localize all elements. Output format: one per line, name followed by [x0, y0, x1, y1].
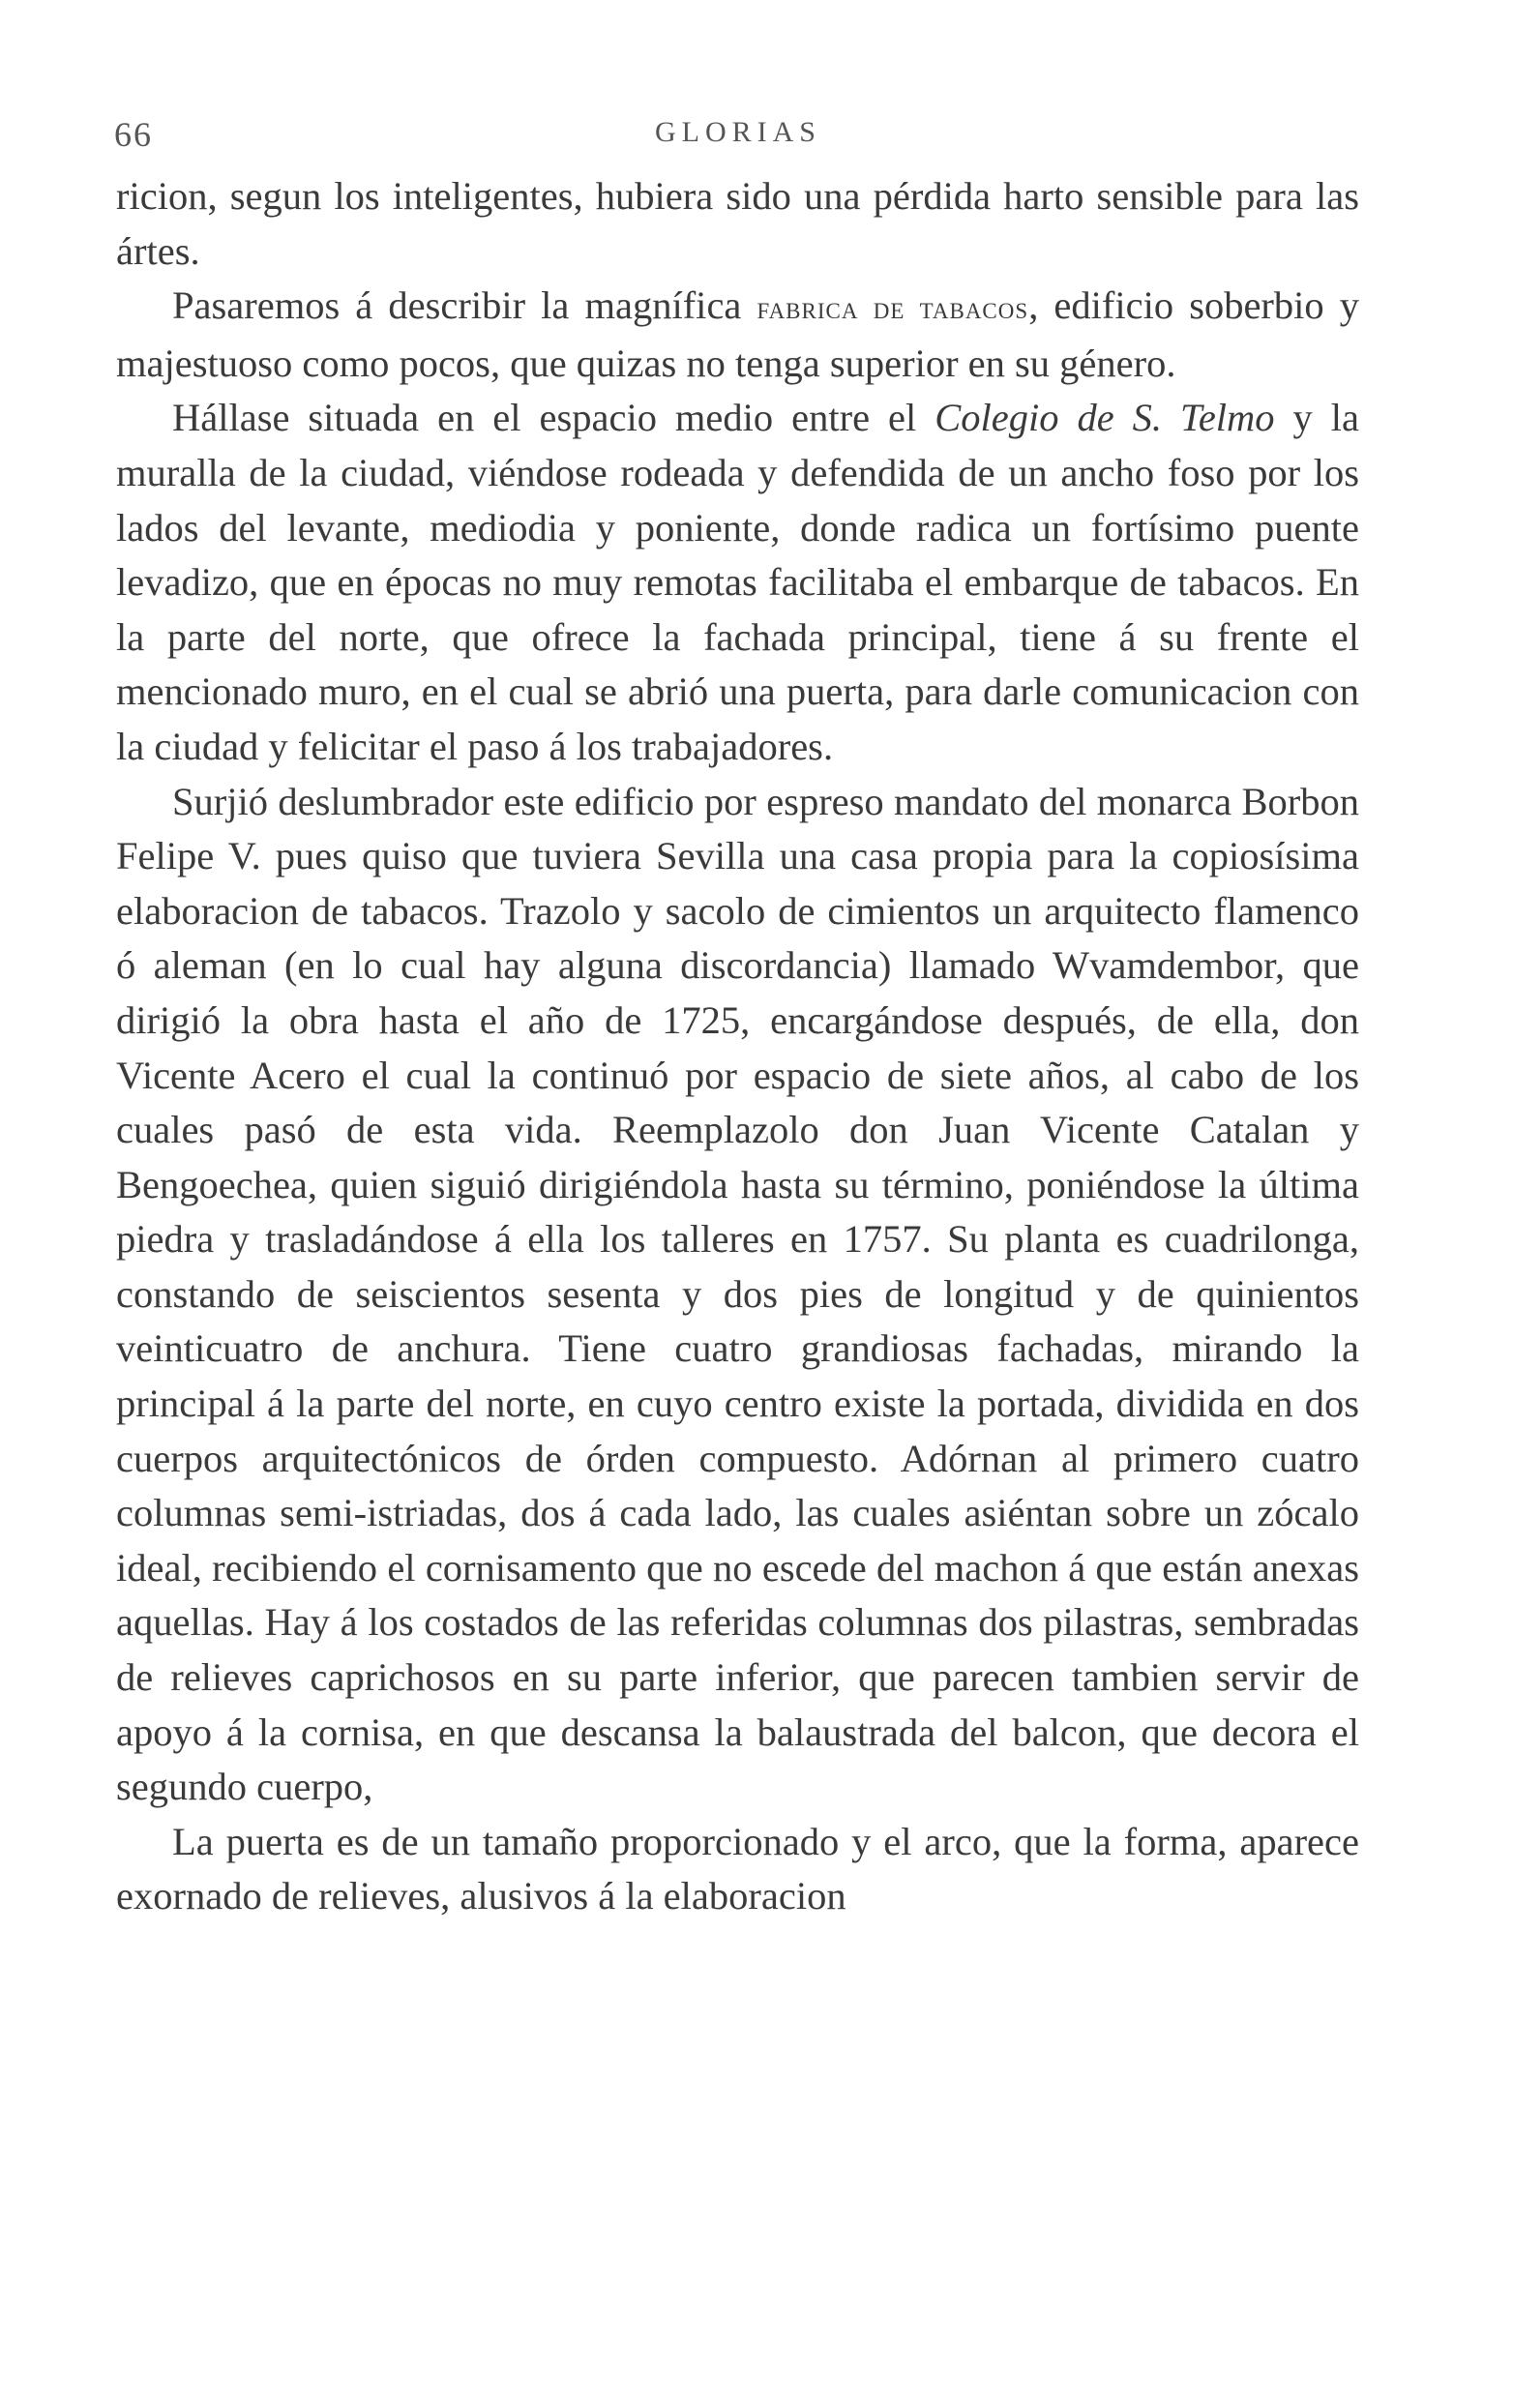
paragraph: [116, 279, 1359, 391]
paragraph: [116, 775, 1359, 1815]
italic-term: Colegio de S. Telmo: [934, 396, 1275, 440]
page-header: [114, 114, 1362, 163]
paragraph-text: La puerta es de un tamaño proporcionado y el arco, que la forma, aparece exornado de relieves, alusivos á la elaboracion: [116, 1819, 1359, 1918]
body-text: [116, 169, 1359, 1924]
paragraph-text: , edificio soberbio y majestuoso como pocos, que quizas no tenga superior en su género.: [116, 283, 1360, 385]
paragraph: [116, 391, 1359, 774]
paragraph-text: ricion, segun los inteligentes, hubiera sido una pérdida harto sensible para las ártes.: [116, 174, 1359, 273]
paragraph: [116, 169, 1359, 279]
paragraph-text: Hállase situada en el espacio medio entre el: [172, 396, 935, 440]
paragraph-text: Pasaremos á describir la magnífica: [172, 283, 757, 328]
paragraph: [116, 1815, 1359, 1924]
running-title: GLORIAS: [654, 116, 821, 148]
small-caps-term: fabrica de tabacos: [756, 290, 1029, 327]
page-number: 66: [114, 115, 153, 154]
paragraph-text: y la muralla de la ciudad, viéndose rodeada y defendida de un ancho foso por los lados del levante, mediodia y poniente, donde radica un fortísimo puente levadizo, que en épocas no muy remotas facilitaba el embarque de tabacos. En la parte del norte, que ofrece la fachada principal, tiene á su frente el mencionado muro, en el cual se abrió una puerta, para darle comunicacion con la ciudad y felicitar el paso á los trabajadores.: [116, 396, 1359, 768]
paragraph-text: Surjió deslumbrador este edificio por espreso mandato del monarca Borbon Felipe V. pues quiso que tuviera Sevilla una casa propia para la copiosísima elaboracion de tabacos. Trazolo y sacolo de cimientos un arquitecto flamenco ó aleman (en lo cual hay alguna discordancia) llamado Wvamdembor, que dirigió la obra hasta el año de 1725, encargándose después, de ella, don Vicente Acero el cual la continuó por espacio de siete años, al cabo de los cuales pasó de esta vida. Reemplazolo don Juan Vicente Catalan y Bengoechea, quien siguió dirigiéndola hasta su término, poniéndose la última piedra y trasladándose á ella los talleres en 1757. Su planta es cuadrilonga, constando de seiscientos sesenta y dos pies de longitud y de quinientos veinticuatro de anchura. Tiene cuatro grandiosas fachadas, mirando la principal á la parte del norte, en cuyo centro existe la portada, dividida en dos cuerpos arquitectónicos de órden compuesto. Adórnan al primero cuatro columnas semi-istriadas, dos á cada lado, las cuales asiéntan sobre un zócalo ideal, recibiendo el cornisamento que no escede del machon á que están anexas aquellas. Hay á los costados de las referidas columnas dos pilastras, sembradas de relieves caprichosos en su parte inferior, que parecen tambien servir de apoyo á la cornisa, en que descansa la balaustrada del balcon, que decora el segundo cuerpo,: [116, 779, 1359, 1809]
